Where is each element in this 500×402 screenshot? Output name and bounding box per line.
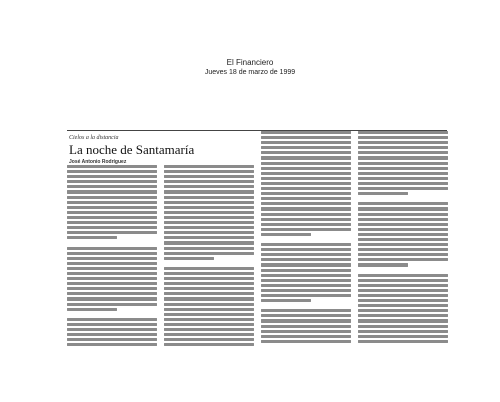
- text-line: [261, 182, 351, 185]
- newspaper-clipping: [67, 130, 447, 371]
- text-line: [261, 233, 311, 236]
- text-line: [67, 343, 157, 346]
- publication-name: El Financiero: [226, 58, 274, 67]
- text-line: [164, 257, 214, 260]
- text-line: [358, 146, 448, 149]
- text-line: [164, 185, 254, 188]
- text-line: [261, 279, 351, 282]
- text-line: [164, 308, 254, 311]
- text-line: [164, 292, 254, 295]
- text-line: [358, 177, 448, 180]
- text-line: [67, 180, 157, 183]
- text-line: [358, 218, 448, 221]
- text-line: [67, 308, 117, 311]
- text-line: [164, 343, 254, 346]
- section-label: Cielos a la distancia: [69, 135, 119, 141]
- text-line: [67, 333, 157, 336]
- text-line: [261, 325, 351, 328]
- text-line: [164, 180, 254, 183]
- text-line: [261, 151, 351, 154]
- text-line: [67, 196, 157, 199]
- text-line: [261, 314, 351, 317]
- text-line: [358, 274, 448, 277]
- text-line: [67, 236, 117, 239]
- text-line: [67, 231, 157, 234]
- text-line: [261, 202, 351, 205]
- text-line: [261, 136, 351, 139]
- text-line: [261, 258, 351, 261]
- text-line: [261, 289, 351, 292]
- text-line: [261, 228, 351, 231]
- text-line: [261, 207, 351, 210]
- text-column-1: [67, 165, 157, 348]
- text-line: [261, 213, 351, 216]
- text-line: [261, 197, 351, 200]
- text-line: [164, 277, 254, 280]
- text-line: [261, 172, 351, 175]
- text-line: [358, 279, 448, 282]
- text-line: [261, 330, 351, 333]
- text-line: [67, 226, 157, 229]
- text-line: [164, 226, 254, 229]
- text-line: [358, 263, 408, 266]
- text-line: [164, 282, 254, 285]
- text-line: [261, 309, 351, 312]
- text-line: [358, 325, 448, 328]
- text-line: [67, 221, 157, 224]
- text-line: [67, 267, 157, 270]
- text-line: [67, 277, 157, 280]
- text-line: [358, 253, 448, 256]
- text-line: [261, 319, 351, 322]
- text-line: [164, 196, 254, 199]
- text-line: [164, 303, 254, 306]
- text-line: [358, 151, 448, 154]
- text-line: [67, 206, 157, 209]
- publication-date: Jueves 18 de marzo de 1999: [204, 69, 296, 76]
- text-line: [261, 248, 351, 251]
- text-line: [67, 252, 157, 255]
- text-line: [358, 258, 448, 261]
- text-line: [67, 297, 157, 300]
- text-column-2: [164, 165, 254, 348]
- text-line: [358, 284, 448, 287]
- text-line: [261, 243, 351, 246]
- text-line: [164, 236, 254, 239]
- text-line: [164, 170, 254, 173]
- text-column-3: [261, 131, 351, 345]
- text-line: [358, 223, 448, 226]
- text-line: [358, 269, 448, 272]
- text-line: [67, 282, 157, 285]
- text-line: [358, 131, 448, 134]
- text-line: [358, 243, 448, 246]
- text-line: [164, 216, 254, 219]
- text-line: [358, 340, 448, 343]
- text-line: [67, 190, 157, 193]
- text-line: [358, 330, 448, 333]
- text-line: [261, 223, 351, 226]
- text-line: [358, 238, 448, 241]
- text-line: [67, 262, 157, 265]
- text-line: [261, 218, 351, 221]
- text-line: [261, 335, 351, 338]
- text-line: [164, 287, 254, 290]
- text-line: [358, 172, 448, 175]
- text-line: [261, 187, 351, 190]
- text-line: [261, 253, 351, 256]
- text-line: [261, 146, 351, 149]
- text-line: [67, 303, 157, 306]
- text-line: [67, 175, 157, 178]
- text-line: [261, 167, 351, 170]
- text-line: [358, 207, 448, 210]
- text-line: [358, 136, 448, 139]
- text-line: [261, 131, 351, 134]
- text-line: [164, 190, 254, 193]
- text-line: [67, 216, 157, 219]
- text-line: [261, 192, 351, 195]
- text-line: [261, 340, 351, 343]
- text-line: [358, 299, 448, 302]
- text-line: [358, 314, 448, 317]
- text-line: [358, 213, 448, 216]
- text-line: [67, 292, 157, 295]
- text-line: [67, 313, 157, 316]
- text-line: [164, 252, 254, 255]
- text-line: [358, 187, 448, 190]
- text-line: [261, 238, 351, 241]
- text-line: [164, 241, 254, 244]
- text-line: [358, 192, 408, 195]
- text-line: [67, 201, 157, 204]
- text-line: [164, 221, 254, 224]
- text-line: [358, 289, 448, 292]
- text-line: [358, 182, 448, 185]
- text-line: [67, 323, 157, 326]
- article-byline: José Antonio Rodríguez: [69, 159, 127, 165]
- text-line: [261, 274, 351, 277]
- text-line: [358, 202, 448, 205]
- text-line: [67, 165, 157, 168]
- text-line: [261, 156, 351, 159]
- text-column-4: [358, 131, 448, 345]
- text-line: [164, 328, 254, 331]
- text-line: [164, 267, 254, 270]
- article-body: [67, 125, 447, 365]
- text-line: [164, 323, 254, 326]
- text-line: [358, 248, 448, 251]
- text-line: [164, 247, 254, 250]
- text-line: [261, 177, 351, 180]
- text-line: [164, 333, 254, 336]
- text-line: [358, 167, 448, 170]
- text-line: [164, 313, 254, 316]
- text-line: [164, 272, 254, 275]
- text-line: [67, 211, 157, 214]
- text-line: [67, 318, 157, 321]
- text-line: [164, 165, 254, 168]
- text-line: [67, 338, 157, 341]
- masthead: [0, 58, 500, 77]
- text-line: [261, 162, 351, 165]
- text-line: [261, 294, 351, 297]
- text-line: [67, 287, 157, 290]
- text-line: [358, 228, 448, 231]
- text-line: [164, 211, 254, 214]
- text-line: [67, 185, 157, 188]
- text-line: [164, 231, 254, 234]
- text-line: [261, 141, 351, 144]
- text-line: [164, 206, 254, 209]
- text-line: [164, 318, 254, 321]
- text-line: [358, 156, 448, 159]
- text-line: [358, 335, 448, 338]
- text-line: [261, 304, 351, 307]
- text-line: [261, 299, 311, 302]
- article-title: La noche de Santamaría: [69, 142, 195, 157]
- text-line: [358, 141, 448, 144]
- text-line: [67, 257, 157, 260]
- text-line: [358, 294, 448, 297]
- text-line: [261, 284, 351, 287]
- text-line: [67, 328, 157, 331]
- text-line: [164, 338, 254, 341]
- text-line: [358, 162, 448, 165]
- text-line: [164, 175, 254, 178]
- text-line: [358, 233, 448, 236]
- text-line: [358, 197, 448, 200]
- text-line: [164, 201, 254, 204]
- text-line: [67, 170, 157, 173]
- text-line: [358, 304, 448, 307]
- text-line: [358, 309, 448, 312]
- text-line: [261, 269, 351, 272]
- text-line: [164, 262, 254, 265]
- text-line: [164, 297, 254, 300]
- text-line: [67, 247, 157, 250]
- text-line: [67, 241, 157, 244]
- text-line: [261, 263, 351, 266]
- text-line: [358, 319, 448, 322]
- text-line: [67, 272, 157, 275]
